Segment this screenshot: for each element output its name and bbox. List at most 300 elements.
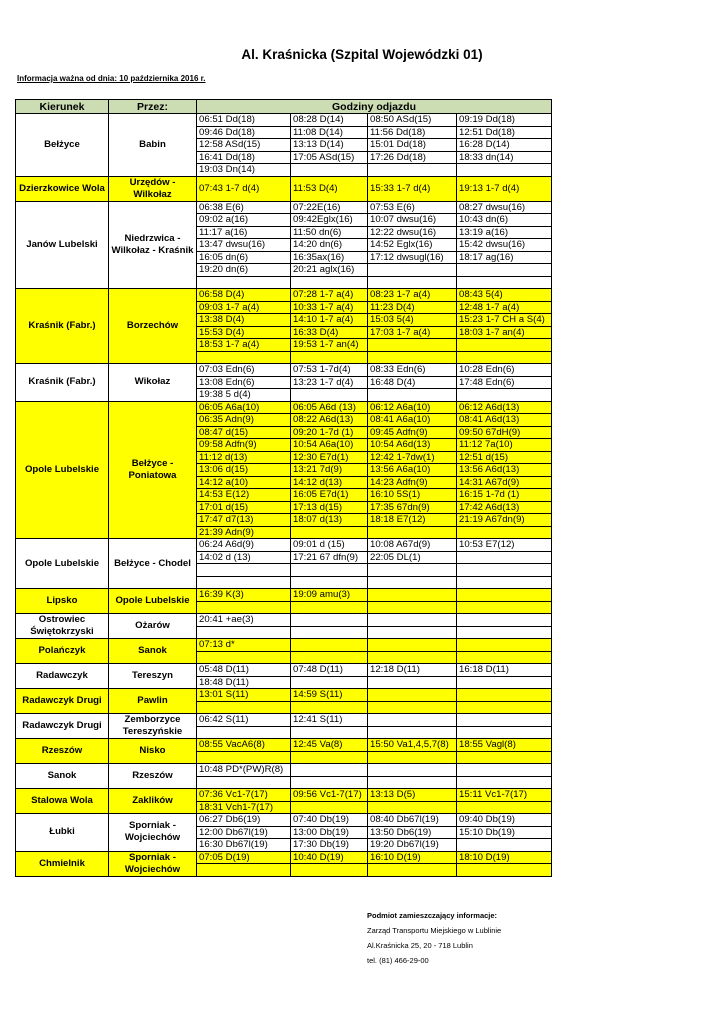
departure-time-cell: 21:39 Adn(9) — [197, 526, 291, 539]
departure-time-cell: 12:18 D(11) — [368, 664, 457, 677]
departure-time-cell: 06:12 A6a(10) — [368, 401, 457, 414]
departure-time-cell — [457, 576, 552, 589]
departure-time-cell: 14:12 a(10) — [197, 476, 291, 489]
via-cell: Zaklików — [109, 789, 197, 814]
departure-time-cell: 16:41 Dd(18) — [197, 151, 291, 164]
departure-time-cell: 19:13 1-7 d(4) — [457, 176, 552, 201]
departure-time-cell: 08:55 VacA6(8) — [197, 739, 291, 752]
via-cell: Bełżyce - Poniatowa — [109, 401, 197, 539]
departure-time-cell: 18:31 Vch1-7(17) — [197, 801, 291, 814]
departure-time-cell — [291, 276, 368, 289]
departure-time-cell: 09:01 d (15) — [291, 539, 368, 552]
departure-time-cell: 19:20 Db67l(19) — [368, 839, 457, 852]
departure-time-cell — [457, 751, 552, 764]
departure-time-cell: 14:12 d(13) — [291, 476, 368, 489]
departure-time-cell: 15:23 1-7 CH a S(4) — [457, 314, 552, 327]
departure-time-cell: 09:45 Adfn(9) — [368, 426, 457, 439]
departure-time-cell: 17:47 d7(13) — [197, 514, 291, 527]
direction-cell: Polańczyk — [16, 639, 109, 664]
departure-time-cell: 14:20 dn(6) — [291, 239, 368, 252]
departure-time-cell: 06:51 Dd(18) — [197, 114, 291, 127]
departure-time-cell — [368, 776, 457, 789]
departure-time-cell: 13:50 Db6(19) — [368, 826, 457, 839]
page-title: Al. Kraśnicka (Szpital Wojewódzki 01) — [241, 47, 483, 62]
departure-time-cell: 11:12 d(13) — [197, 451, 291, 464]
departure-time-cell: 14:23 Adfn(9) — [368, 476, 457, 489]
departure-time-cell: 07:28 1-7 a(4) — [291, 289, 368, 302]
table-row — [16, 114, 552, 127]
departure-time-cell: 11:08 D(14) — [291, 126, 368, 139]
departure-time-cell: 09:20 1-7d (1) — [291, 426, 368, 439]
via-cell: Nisko — [109, 739, 197, 764]
departure-time-cell — [368, 164, 457, 177]
departure-time-cell: 15:50 Va1,4,5,7(8) — [368, 739, 457, 752]
departure-time-cell: 13:56 A6d(13) — [457, 464, 552, 477]
departure-time-cell: 12:51 Dd(18) — [457, 126, 552, 139]
departure-time-cell: 15:11 Vc1-7(17) — [457, 789, 552, 802]
departure-time-cell: 14:53 E(12) — [197, 489, 291, 502]
departure-time-cell: 18:48 D(11) — [197, 676, 291, 689]
departure-time-cell — [291, 351, 368, 364]
departure-time-cell: 13:23 1-7 d(4) — [291, 376, 368, 389]
via-cell: Urzędów - Wilkołaz — [109, 176, 197, 201]
departure-time-cell: 21:19 A67dn(9) — [457, 514, 552, 527]
departure-time-cell: 12:42 1-7dw(1) — [368, 451, 457, 464]
departure-time-cell: 14:31 A67d(9) — [457, 476, 552, 489]
departure-time-cell — [197, 776, 291, 789]
departure-time-cell: 09:50 67dH(9) — [457, 426, 552, 439]
departure-time-cell — [368, 714, 457, 727]
departure-time-cell: 07:36 Vc1-7(17) — [197, 789, 291, 802]
departure-time-cell — [368, 764, 457, 777]
departure-time-cell: 09:42Eglx(16) — [291, 214, 368, 227]
departure-time-cell: 07:03 Edn(6) — [197, 364, 291, 377]
departure-time-cell — [457, 351, 552, 364]
departure-time-cell: 12:00 Db67l(19) — [197, 826, 291, 839]
departure-time-cell: 19:09 amu(3) — [291, 589, 368, 602]
departure-time-cell — [368, 576, 457, 589]
departure-time-cell: 16:05 dn(6) — [197, 251, 291, 264]
departure-time-cell — [457, 276, 552, 289]
departure-time-cell: 08:41 A6d(13) — [457, 414, 552, 427]
departure-time-cell — [197, 276, 291, 289]
departure-time-cell — [457, 564, 552, 577]
departure-time-cell — [457, 626, 552, 639]
departure-time-cell: 16:35ax(16) — [291, 251, 368, 264]
departure-time-cell — [291, 639, 368, 652]
footer-address: Al.Kraśnicka 25, 20 - 718 Lublin — [367, 941, 473, 950]
departure-time-cell — [368, 614, 457, 627]
via-cell: Opole Lubelskie — [109, 589, 197, 614]
departure-time-cell — [457, 726, 552, 739]
direction-cell: Ostrowiec Świętokrzyski — [16, 614, 109, 639]
departure-time-cell: 08:27 dwsu(16) — [457, 201, 552, 214]
departure-time-cell — [197, 701, 291, 714]
departure-time-cell — [457, 651, 552, 664]
departure-time-cell — [197, 864, 291, 877]
departure-time-cell: 08:28 D(14) — [291, 114, 368, 127]
departure-time-cell: 17:48 Edn(6) — [457, 376, 552, 389]
departure-time-cell: 12:30 E7d(1) — [291, 451, 368, 464]
departure-time-cell — [368, 264, 457, 277]
departure-time-cell — [368, 701, 457, 714]
departure-time-cell — [291, 651, 368, 664]
column-header-via: Przez: — [109, 100, 197, 114]
direction-cell: Sanok — [16, 764, 109, 789]
departure-time-cell — [197, 626, 291, 639]
departure-time-cell: 13:38 D(4) — [197, 314, 291, 327]
departure-time-cell: 11:53 D(4) — [291, 176, 368, 201]
direction-cell: Stalowa Wola — [16, 789, 109, 814]
departure-time-cell: 08:47 d(15) — [197, 426, 291, 439]
departure-time-cell: 07:40 Db(19) — [291, 814, 368, 827]
departure-time-cell: 15:53 D(4) — [197, 326, 291, 339]
departure-time-cell: 18:10 D(19) — [457, 851, 552, 864]
departure-time-cell — [368, 751, 457, 764]
departure-time-cell: 09:02 a(16) — [197, 214, 291, 227]
departure-time-cell — [291, 751, 368, 764]
departure-time-cell: 09:56 Vc1-7(17) — [291, 789, 368, 802]
table-row — [16, 764, 552, 777]
departure-time-cell: 15:42 dwsu(16) — [457, 239, 552, 252]
departure-time-cell: 18:03 1-7 an(4) — [457, 326, 552, 339]
departure-time-cell — [197, 351, 291, 364]
departure-time-cell — [457, 339, 552, 352]
departure-time-cell: 06:42 S(11) — [197, 714, 291, 727]
departure-time-cell — [457, 589, 552, 602]
table-row — [16, 589, 552, 602]
via-cell: Babin — [109, 114, 197, 177]
via-cell: Ożarów — [109, 614, 197, 639]
departure-time-cell — [368, 689, 457, 702]
departure-time-cell: 13:19 a(16) — [457, 226, 552, 239]
departure-time-cell: 17:13 d(15) — [291, 501, 368, 514]
table-row — [16, 401, 552, 414]
departure-time-cell — [291, 164, 368, 177]
departure-time-cell: 13:13 D(14) — [291, 139, 368, 152]
departure-time-cell: 07:48 D(11) — [291, 664, 368, 677]
via-cell: Sporniak - Wojciechów — [109, 851, 197, 876]
departure-time-cell — [291, 864, 368, 877]
table-row — [16, 739, 552, 752]
departure-time-cell — [368, 801, 457, 814]
departure-time-cell — [457, 164, 552, 177]
departure-time-cell: 12:48 1-7 a(4) — [457, 301, 552, 314]
departure-time-cell — [291, 576, 368, 589]
departure-time-cell: 16:10 5S(1) — [368, 489, 457, 502]
departure-time-cell — [457, 701, 552, 714]
departure-time-cell — [368, 589, 457, 602]
departure-time-cell: 15:03 5(4) — [368, 314, 457, 327]
departure-time-cell: 10:33 1-7 a(4) — [291, 301, 368, 314]
departure-time-cell: 16:39 K(3) — [197, 589, 291, 602]
table-row — [16, 714, 552, 727]
departure-time-cell: 07:53 1-7d(4) — [291, 364, 368, 377]
via-cell: Sporniak - Wojciechów — [109, 814, 197, 852]
departure-time-cell: 13:47 dwsu(16) — [197, 239, 291, 252]
departure-time-cell: 09:58 Adfn(9) — [197, 439, 291, 452]
departure-time-cell: 17:35 67dn(9) — [368, 501, 457, 514]
departure-time-cell — [457, 601, 552, 614]
departure-time-cell: 11:56 Dd(18) — [368, 126, 457, 139]
departure-time-cell: 10:07 dwsu(16) — [368, 214, 457, 227]
departure-time-cell: 12:51 d(15) — [457, 451, 552, 464]
departure-time-cell: 19:20 dn(6) — [197, 264, 291, 277]
departure-time-cell — [457, 864, 552, 877]
departure-time-cell — [291, 526, 368, 539]
direction-cell: Kraśnik (Fabr.) — [16, 289, 109, 364]
departure-time-cell: 16:28 D(14) — [457, 139, 552, 152]
departure-time-cell — [291, 701, 368, 714]
departure-time-cell: 13:01 S(11) — [197, 689, 291, 702]
departure-time-cell: 10:54 A6a(10) — [291, 439, 368, 452]
table-row — [16, 539, 552, 552]
departure-time-cell: 16:30 Db67l(19) — [197, 839, 291, 852]
departure-time-cell — [368, 639, 457, 652]
departure-time-cell: 18:07 d(13) — [291, 514, 368, 527]
departure-time-cell: 16:10 D(19) — [368, 851, 457, 864]
departure-time-cell: 15:10 Db(19) — [457, 826, 552, 839]
footer-heading: Podmiot zamieszczający informacje: — [367, 911, 498, 920]
departure-time-cell: 17:30 Db(19) — [291, 839, 368, 852]
column-header-direction: Kierunek — [16, 100, 109, 114]
table-row — [16, 851, 552, 864]
departure-time-cell: 13:00 Db(19) — [291, 826, 368, 839]
departure-time-cell — [291, 801, 368, 814]
departure-time-cell: 06:12 A6d(13) — [457, 401, 552, 414]
table-row — [16, 664, 552, 677]
departure-time-cell: 10:54 A6d(13) — [368, 439, 457, 452]
departure-time-cell: 17:21 67 dfn(9) — [291, 551, 368, 564]
footer-phone: tel. (81) 466-29-00 — [367, 956, 429, 965]
departure-time-cell — [197, 601, 291, 614]
direction-cell: Opole Lubelskie — [16, 539, 109, 589]
direction-cell: Radawczyk — [16, 664, 109, 689]
departure-time-cell: 14:02 d (13) — [197, 551, 291, 564]
departure-time-cell — [368, 339, 457, 352]
direction-cell: Opole Lubelskie — [16, 401, 109, 539]
departure-time-cell: 14:52 Eglx(16) — [368, 239, 457, 252]
departure-time-cell — [368, 864, 457, 877]
departure-time-cell — [457, 614, 552, 627]
departure-time-cell: 13:21 7d(9) — [291, 464, 368, 477]
departure-time-cell: 13:56 A6a(10) — [368, 464, 457, 477]
departure-time-cell: 19:38 5 d(4) — [197, 389, 291, 402]
table-row — [16, 814, 552, 827]
departure-time-cell: 13:13 D(5) — [368, 789, 457, 802]
via-cell: Bełżyce - Chodel — [109, 539, 197, 589]
departure-time-cell — [457, 776, 552, 789]
via-cell: Borzechów — [109, 289, 197, 364]
departure-time-cell: 09:40 Db(19) — [457, 814, 552, 827]
departure-time-cell — [368, 726, 457, 739]
direction-cell: Chmielnik — [16, 851, 109, 876]
departure-time-cell — [291, 726, 368, 739]
departure-time-cell — [197, 576, 291, 589]
departure-time-cell: 11:23 D(4) — [368, 301, 457, 314]
departure-time-cell: 10:53 E7(12) — [457, 539, 552, 552]
departure-time-cell — [368, 389, 457, 402]
departure-time-cell: 17:03 1-7 a(4) — [368, 326, 457, 339]
departure-time-cell: 19:53 1-7 an(4) — [291, 339, 368, 352]
departure-time-cell: 07:22E(16) — [291, 201, 368, 214]
departure-time-cell: 08:33 Edn(6) — [368, 364, 457, 377]
departure-time-cell: 17:01 d(15) — [197, 501, 291, 514]
departure-time-cell: 07:43 1-7 d(4) — [197, 176, 291, 201]
departure-time-cell — [368, 526, 457, 539]
departure-time-cell: 20:41 +ae(3) — [197, 614, 291, 627]
direction-cell: Łubki — [16, 814, 109, 852]
timetable-header — [16, 100, 552, 114]
departure-time-cell — [368, 676, 457, 689]
departure-time-cell: 18:18 E7(12) — [368, 514, 457, 527]
direction-cell: Kraśnik (Fabr.) — [16, 364, 109, 402]
departure-time-cell: 18:17 ag(16) — [457, 251, 552, 264]
departure-time-cell: 09:03 1-7 a(4) — [197, 301, 291, 314]
departure-time-cell: 06:05 A6d (13) — [291, 401, 368, 414]
direction-cell: Rzeszów — [16, 739, 109, 764]
departure-time-cell: 06:58 D(4) — [197, 289, 291, 302]
departure-time-cell: 07:13 d* — [197, 639, 291, 652]
departure-time-cell: 15:33 1-7 d(4) — [368, 176, 457, 201]
departure-time-cell — [197, 651, 291, 664]
departure-time-cell: 10:40 D(19) — [291, 851, 368, 864]
departure-time-cell: 11:12 7a(10) — [457, 439, 552, 452]
departure-time-cell — [457, 801, 552, 814]
departure-time-cell — [368, 351, 457, 364]
departure-time-cell: 16:48 D(4) — [368, 376, 457, 389]
departure-time-cell: 10:28 Edn(6) — [457, 364, 552, 377]
departure-time-cell: 08:23 1-7 a(4) — [368, 289, 457, 302]
column-header-departures: Godziny odjazdu — [197, 100, 552, 114]
via-cell: Sanok — [109, 639, 197, 664]
via-cell: Wikołaz — [109, 364, 197, 402]
departure-time-cell: 22:05 DL(1) — [368, 551, 457, 564]
departure-time-cell: 06:38 E(6) — [197, 201, 291, 214]
direction-cell: Janów Lubelski — [16, 201, 109, 289]
direction-cell: Dzierzkowice Wola — [16, 176, 109, 201]
departure-time-cell — [457, 714, 552, 727]
departure-time-cell — [368, 626, 457, 639]
departure-time-cell: 06:05 A6a(10) — [197, 401, 291, 414]
departure-time-cell: 17:26 Dd(18) — [368, 151, 457, 164]
departure-time-cell: 08:22 A6d(13) — [291, 414, 368, 427]
departure-time-cell: 18:33 dn(14) — [457, 151, 552, 164]
direction-cell: Radawczyk Drugi — [16, 714, 109, 739]
departure-time-cell: 09:19 Dd(18) — [457, 114, 552, 127]
table-row — [16, 201, 552, 214]
departure-time-cell — [368, 564, 457, 577]
departure-time-cell — [291, 776, 368, 789]
via-cell: Rzeszów — [109, 764, 197, 789]
departure-time-cell: 12:22 dwsu(16) — [368, 226, 457, 239]
direction-cell: Bełżyce — [16, 114, 109, 177]
departure-time-cell: 14:59 S(11) — [291, 689, 368, 702]
departure-time-cell — [368, 601, 457, 614]
departure-time-cell — [291, 389, 368, 402]
departure-time-cell: 10:08 A67d(9) — [368, 539, 457, 552]
table-row — [16, 176, 552, 201]
via-cell: Tereszyn — [109, 664, 197, 689]
departure-time-cell: 09:46 Dd(18) — [197, 126, 291, 139]
departure-time-cell: 11:17 a(16) — [197, 226, 291, 239]
footer-org: Zarząd Transportu Miejskiego w Lublinie — [367, 926, 502, 935]
departure-time-cell: 06:24 A6d(9) — [197, 539, 291, 552]
departure-time-cell: 10:48 PD*(PW)R(8) — [197, 764, 291, 777]
departure-time-cell: 16:18 D(11) — [457, 664, 552, 677]
departure-time-cell: 13:08 Edn(6) — [197, 376, 291, 389]
departure-time-cell: 08:50 ASd(15) — [368, 114, 457, 127]
departure-time-cell: 19:03 Dn(14) — [197, 164, 291, 177]
departure-time-cell: 10:43 dn(6) — [457, 214, 552, 227]
departure-time-cell — [291, 626, 368, 639]
departure-time-cell: 16:33 D(4) — [291, 326, 368, 339]
departure-time-cell — [368, 276, 457, 289]
departure-time-cell — [368, 651, 457, 664]
departure-time-cell: 05:48 D(11) — [197, 664, 291, 677]
validity-info: Informacja ważna od dnia: 10 października 2016 r. — [17, 74, 206, 83]
departure-time-cell — [291, 676, 368, 689]
departure-time-cell: 18:53 1-7 a(4) — [197, 339, 291, 352]
departure-time-cell — [457, 526, 552, 539]
departure-time-cell: 14:10 1-7 a(4) — [291, 314, 368, 327]
departure-time-cell: 13:06 d(15) — [197, 464, 291, 477]
departure-time-cell: 12:45 Va(8) — [291, 739, 368, 752]
departure-time-cell: 12:58 ASd(15) — [197, 139, 291, 152]
departure-time-cell — [291, 614, 368, 627]
table-row — [16, 614, 552, 627]
departure-time-cell: 17:12 dwsugl(16) — [368, 251, 457, 264]
direction-cell: Lipsko — [16, 589, 109, 614]
footer — [367, 908, 501, 968]
departure-time-cell: 17:05 ASd(15) — [291, 151, 368, 164]
departure-time-cell — [197, 726, 291, 739]
departure-time-cell: 07:05 D(19) — [197, 851, 291, 864]
table-row — [16, 289, 552, 302]
departure-time-cell — [457, 389, 552, 402]
departure-time-cell: 07:53 E(6) — [368, 201, 457, 214]
departure-time-cell: 08:41 A6a(10) — [368, 414, 457, 427]
departure-time-cell: 20:21 aglx(16) — [291, 264, 368, 277]
departure-time-cell: 16:05 E7d(1) — [291, 489, 368, 502]
timetable — [15, 99, 552, 877]
departure-time-cell — [291, 564, 368, 577]
departure-time-cell: 18:55 Vagl(8) — [457, 739, 552, 752]
departure-time-cell — [457, 551, 552, 564]
departure-time-cell — [457, 676, 552, 689]
via-cell: Zemborzyce Tereszyńskie — [109, 714, 197, 739]
table-row — [16, 639, 552, 652]
departure-time-cell: 12:41 S(11) — [291, 714, 368, 727]
departure-time-cell — [197, 564, 291, 577]
via-cell: Pawlin — [109, 689, 197, 714]
departure-time-cell: 08:43 5(4) — [457, 289, 552, 302]
departure-time-cell — [457, 639, 552, 652]
departure-time-cell: 06:27 Db6(19) — [197, 814, 291, 827]
departure-time-cell — [291, 764, 368, 777]
departure-time-cell: 08:40 Db67l(19) — [368, 814, 457, 827]
departure-time-cell: 17:42 A6d(13) — [457, 501, 552, 514]
departure-time-cell: 15:01 Dd(18) — [368, 139, 457, 152]
timetable-body — [16, 114, 552, 877]
departure-time-cell — [457, 764, 552, 777]
departure-time-cell — [457, 839, 552, 852]
table-row — [16, 689, 552, 702]
departure-time-cell — [291, 601, 368, 614]
via-cell: Niedrzwica - Wilkołaz - Kraśnik — [109, 201, 197, 289]
departure-time-cell — [457, 264, 552, 277]
departure-time-cell: 16:15 1-7d (1) — [457, 489, 552, 502]
